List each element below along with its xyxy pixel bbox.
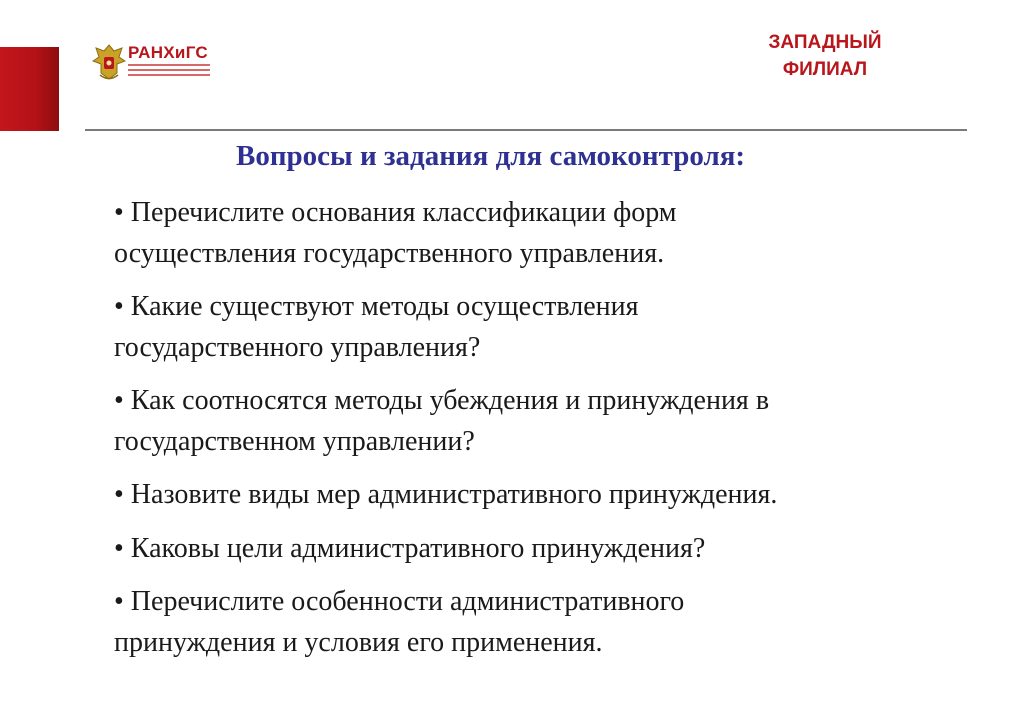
- question-line: • Каковы цели административного принуждения?: [114, 532, 706, 564]
- question-line: • Какие существуют методы осуществления: [114, 291, 639, 322]
- question-line: осуществления государственного управления.: [114, 237, 665, 269]
- question-line: • Назовите виды мер административного принуждения.: [114, 479, 778, 510]
- branch-line-2: ФИЛИАЛ: [782, 59, 868, 80]
- red-accent-bar: [0, 47, 59, 131]
- question-line: государственного управления?: [114, 331, 481, 363]
- question-line: • Перечислите основания классификации форм: [114, 197, 677, 228]
- slide-title: Вопросы и задания для самоконтроля:: [236, 140, 746, 172]
- question-line: • Перечислите особенности административного: [114, 586, 685, 617]
- eagle-emblem-icon: [92, 42, 126, 82]
- branch-line-1: ЗАПАДНЫЙ: [768, 32, 882, 53]
- question-list: [114, 193, 994, 676]
- ranepa-logo: [92, 42, 222, 84]
- question-item: [114, 582, 994, 663]
- question-item: [114, 381, 994, 462]
- question-line: принуждения и условия его применения.: [114, 626, 603, 658]
- question-item: [114, 529, 994, 570]
- logo-subtitle-lines: [128, 64, 210, 79]
- question-item: [114, 475, 994, 516]
- header-divider: [85, 129, 967, 131]
- logo-text: РАНХиГС: [128, 43, 208, 62]
- question-item: [114, 193, 994, 274]
- question-item: [114, 287, 994, 368]
- branch-label: [740, 29, 910, 83]
- question-line: • Как соотносятся методы убеждения и принуждения в: [114, 385, 770, 416]
- question-line: государственном управлении?: [114, 425, 475, 457]
